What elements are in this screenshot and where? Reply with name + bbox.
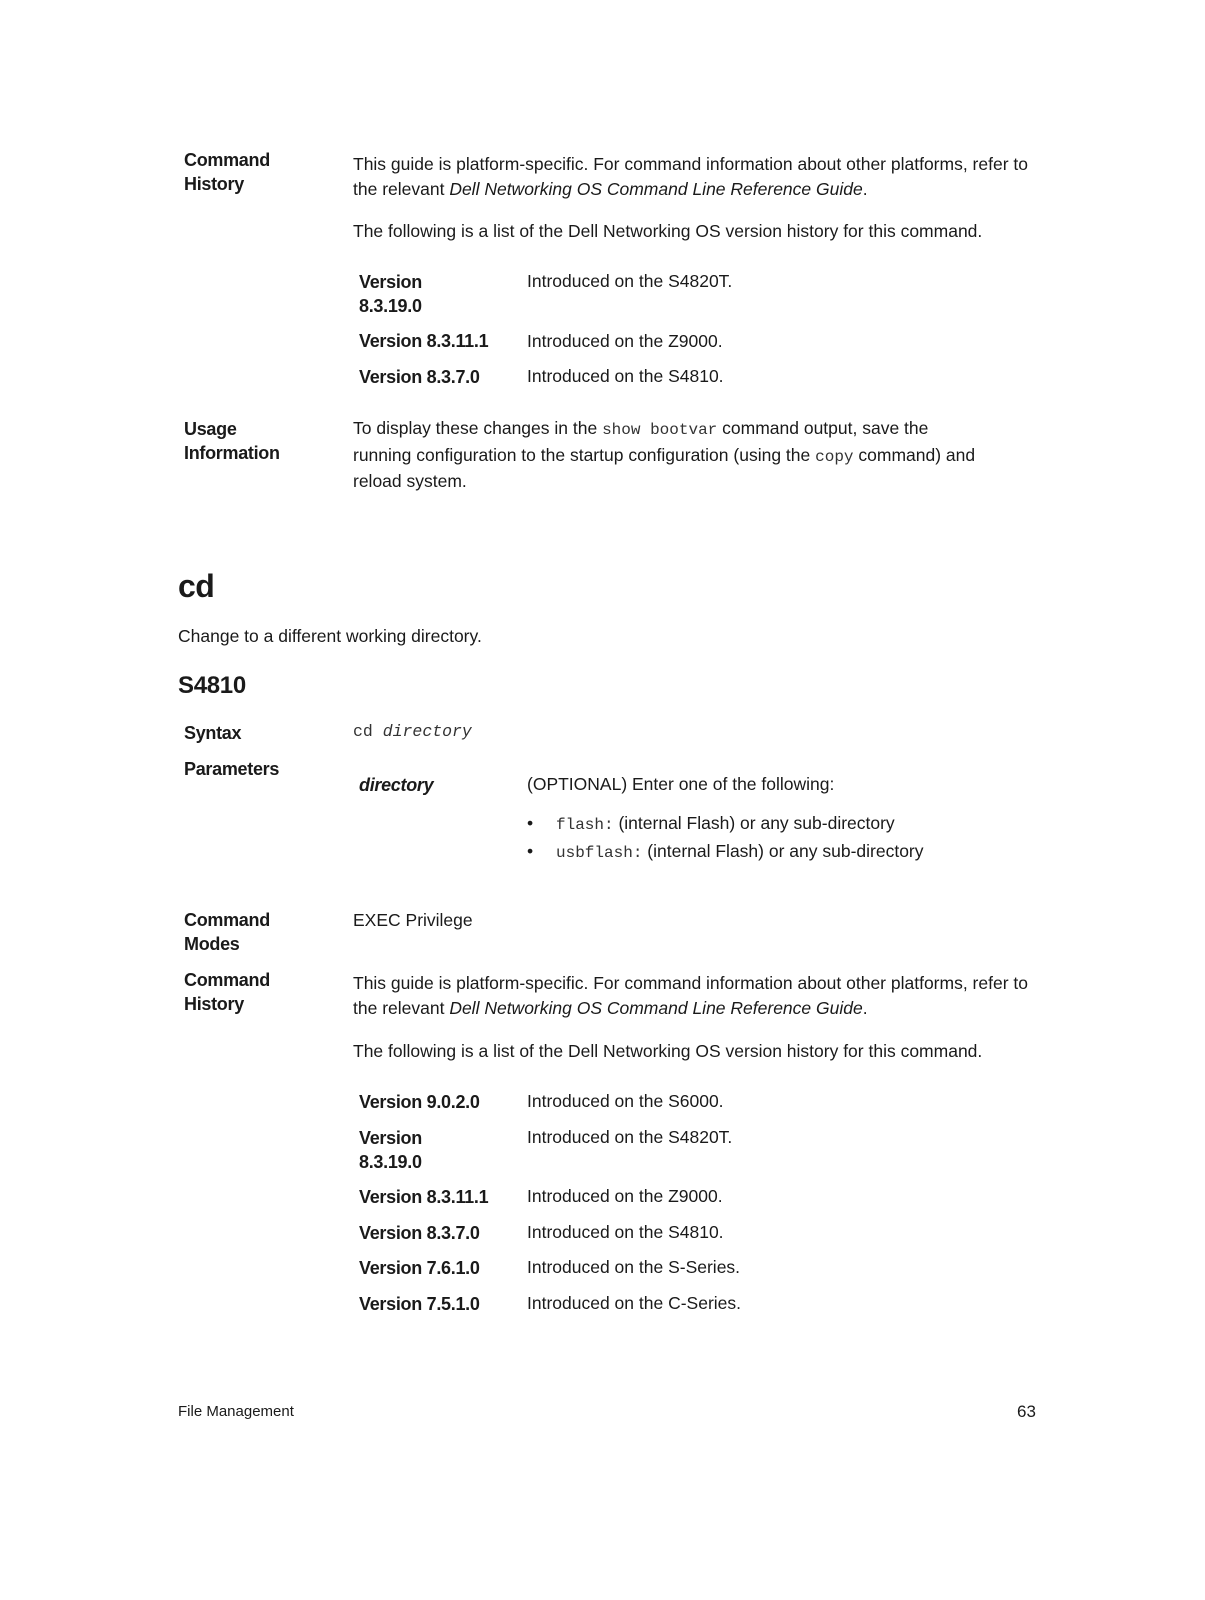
command-history-intro: This guide is platform-specific. For command information about other platforms, refer to the relevant Dell Networking OS Command Line Reference Guide. (353, 973, 1028, 1018)
reference-guide-title: Dell Networking OS Command Line Reference Guide (449, 997, 863, 1018)
version-label: Version 9.0.2.0 (359, 1092, 480, 1112)
version-description: Introduced on the S4810. (527, 1222, 724, 1242)
copy-code: copy (815, 447, 854, 466)
parameter-description: (OPTIONAL) Enter one of the following: (527, 774, 835, 794)
list-item: • usbflash: (internal Flash) or any sub-directory (527, 841, 924, 862)
version-description: Introduced on the Z9000. (527, 331, 723, 351)
command-description: Change to a different working directory. (178, 626, 482, 646)
parameter-name: directory (359, 775, 434, 795)
version-label: Version 8.3.11.1 (359, 331, 489, 351)
version-label: Version 8.3.19.0 (359, 1128, 422, 1172)
version-description: Introduced on the C-Series. (527, 1293, 742, 1313)
list-item: • flash: (internal Flash) or any sub-directory (527, 813, 895, 834)
reference-guide-title: Dell Networking OS Command Line Reference Guide (449, 178, 863, 199)
version-history-list-text: The following is a list of the Dell Networking OS version history for this command. (353, 221, 983, 241)
command-title: cd (178, 568, 215, 604)
parameters-label: Parameters (184, 759, 280, 779)
version-description: Introduced on the S4820T. (527, 1127, 733, 1147)
syntax-label: Syntax (184, 723, 242, 743)
bullet-icon: • (527, 841, 534, 861)
version-description: Introduced on the S4810. (527, 366, 724, 386)
platform-heading: S4810 (178, 672, 246, 699)
version-description: Introduced on the S4820T. (527, 271, 733, 291)
page-number: 63 (1017, 1402, 1036, 1421)
version-label: Version 8.3.7.0 (359, 1223, 480, 1243)
command-history-label: Command History (184, 150, 270, 194)
usage-information-label: Usage Information (184, 419, 280, 463)
command-modes-value: EXEC Privilege (353, 910, 473, 930)
version-label: Version 8.3.19.0 (359, 272, 422, 316)
show-bootvar-code: show bootvar (602, 421, 718, 439)
version-label: Version 7.6.1.0 (359, 1258, 480, 1278)
version-description: Introduced on the S6000. (527, 1091, 724, 1111)
version-description: Introduced on the S-Series. (527, 1257, 741, 1277)
usage-information-text: To display these changes in the show bootvar command output, save the running configuration to the startup configuration (using the copy command) and reload system. (353, 418, 976, 491)
bullet-icon: • (527, 813, 534, 833)
version-description: Introduced on the Z9000. (527, 1186, 723, 1206)
syntax-command: cd directory (353, 722, 472, 741)
command-history-label: Command History (184, 970, 270, 1014)
version-history-list-text: The following is a list of the Dell Networking OS version history for this command. (353, 1041, 983, 1061)
footer-section-name: File Management (178, 1403, 294, 1420)
syntax-argument: directory (382, 722, 472, 741)
version-label: Version 8.3.7.0 (359, 367, 480, 387)
version-label: Version 8.3.11.1 (359, 1187, 489, 1207)
command-modes-label: Command Modes (184, 910, 270, 954)
version-label: Version 7.5.1.0 (359, 1294, 480, 1314)
command-history-intro: This guide is platform-specific. For command information about other platforms, refer to the relevant Dell Networking OS Command Line Reference Guide. (353, 154, 1028, 199)
